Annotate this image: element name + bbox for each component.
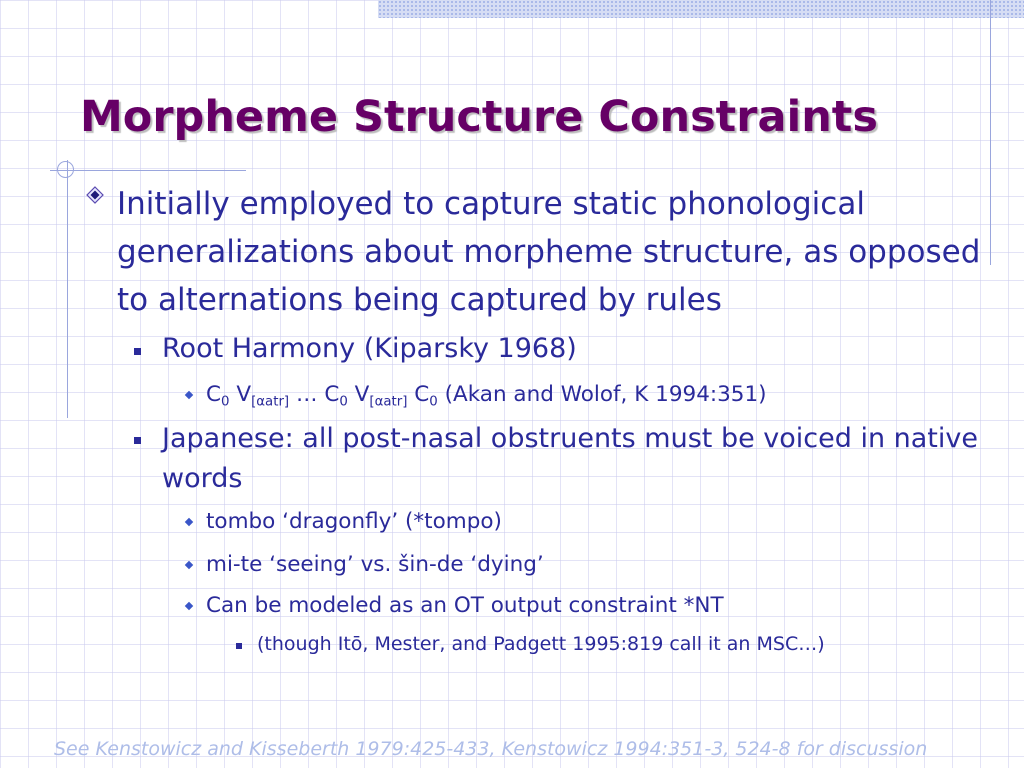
msc-note: (though Itō, Mester, and Padgett 1995:819 call it an MSC…) bbox=[257, 633, 825, 655]
formula-c: C bbox=[414, 382, 430, 407]
square-bullet-icon bbox=[236, 643, 242, 649]
small-diamond-bullet-icon bbox=[185, 391, 193, 399]
slide-title: Morpheme Structure Constraints bbox=[80, 92, 878, 142]
harmony-formula bbox=[206, 380, 767, 410]
formula-c: C bbox=[324, 382, 340, 407]
small-diamond-bullet-icon bbox=[185, 518, 193, 526]
bullet-main: Initially employed to capture static phonological generalizations about morpheme structure, as opposed to alternations being captured by rules bbox=[117, 186, 981, 318]
top-decor-band bbox=[378, 0, 1024, 18]
example-ot: Can be modeled as an OT output constraint *NT bbox=[206, 593, 724, 618]
formula-ellipsis: … bbox=[295, 382, 318, 407]
example-mite: mi-te ‘seeing’ vs. šin-de ‘dying’ bbox=[206, 552, 544, 577]
small-diamond-bullet-icon bbox=[185, 561, 193, 569]
root-harmony-item: Root Harmony (Kiparsky 1968) bbox=[162, 333, 577, 364]
small-diamond-bullet-icon bbox=[185, 602, 193, 610]
japanese-item: Japanese: all post-nasal obstruents must be voiced in native words bbox=[162, 423, 978, 494]
formula-sub: 0 bbox=[429, 394, 438, 410]
example-tombo: tombo ‘dragonfly’ (*tompo) bbox=[206, 509, 502, 534]
formula-sub: 0 bbox=[221, 394, 230, 410]
footer-citation: See Kenstowicz and Kisseberth 1979:425-433, Kenstowicz 1994:351-3, 524-8 for discussion bbox=[54, 738, 928, 760]
formula-sub: 0 bbox=[339, 394, 348, 410]
formula-citation: (Akan and Wolof, K 1994:351) bbox=[444, 382, 767, 407]
square-bullet-icon bbox=[134, 348, 141, 355]
square-bullet-icon bbox=[134, 437, 141, 444]
formula-sub-atr: [αatr] bbox=[369, 394, 408, 410]
formula-sub-atr: [αatr] bbox=[251, 394, 290, 410]
formula-v: V bbox=[236, 382, 252, 407]
circle-decor bbox=[57, 161, 74, 178]
formula-v: V bbox=[354, 382, 370, 407]
title-underline bbox=[50, 170, 246, 171]
diamond-bullet-icon bbox=[86, 186, 104, 204]
formula-c: C bbox=[206, 382, 222, 407]
left-decor-line bbox=[67, 160, 68, 418]
